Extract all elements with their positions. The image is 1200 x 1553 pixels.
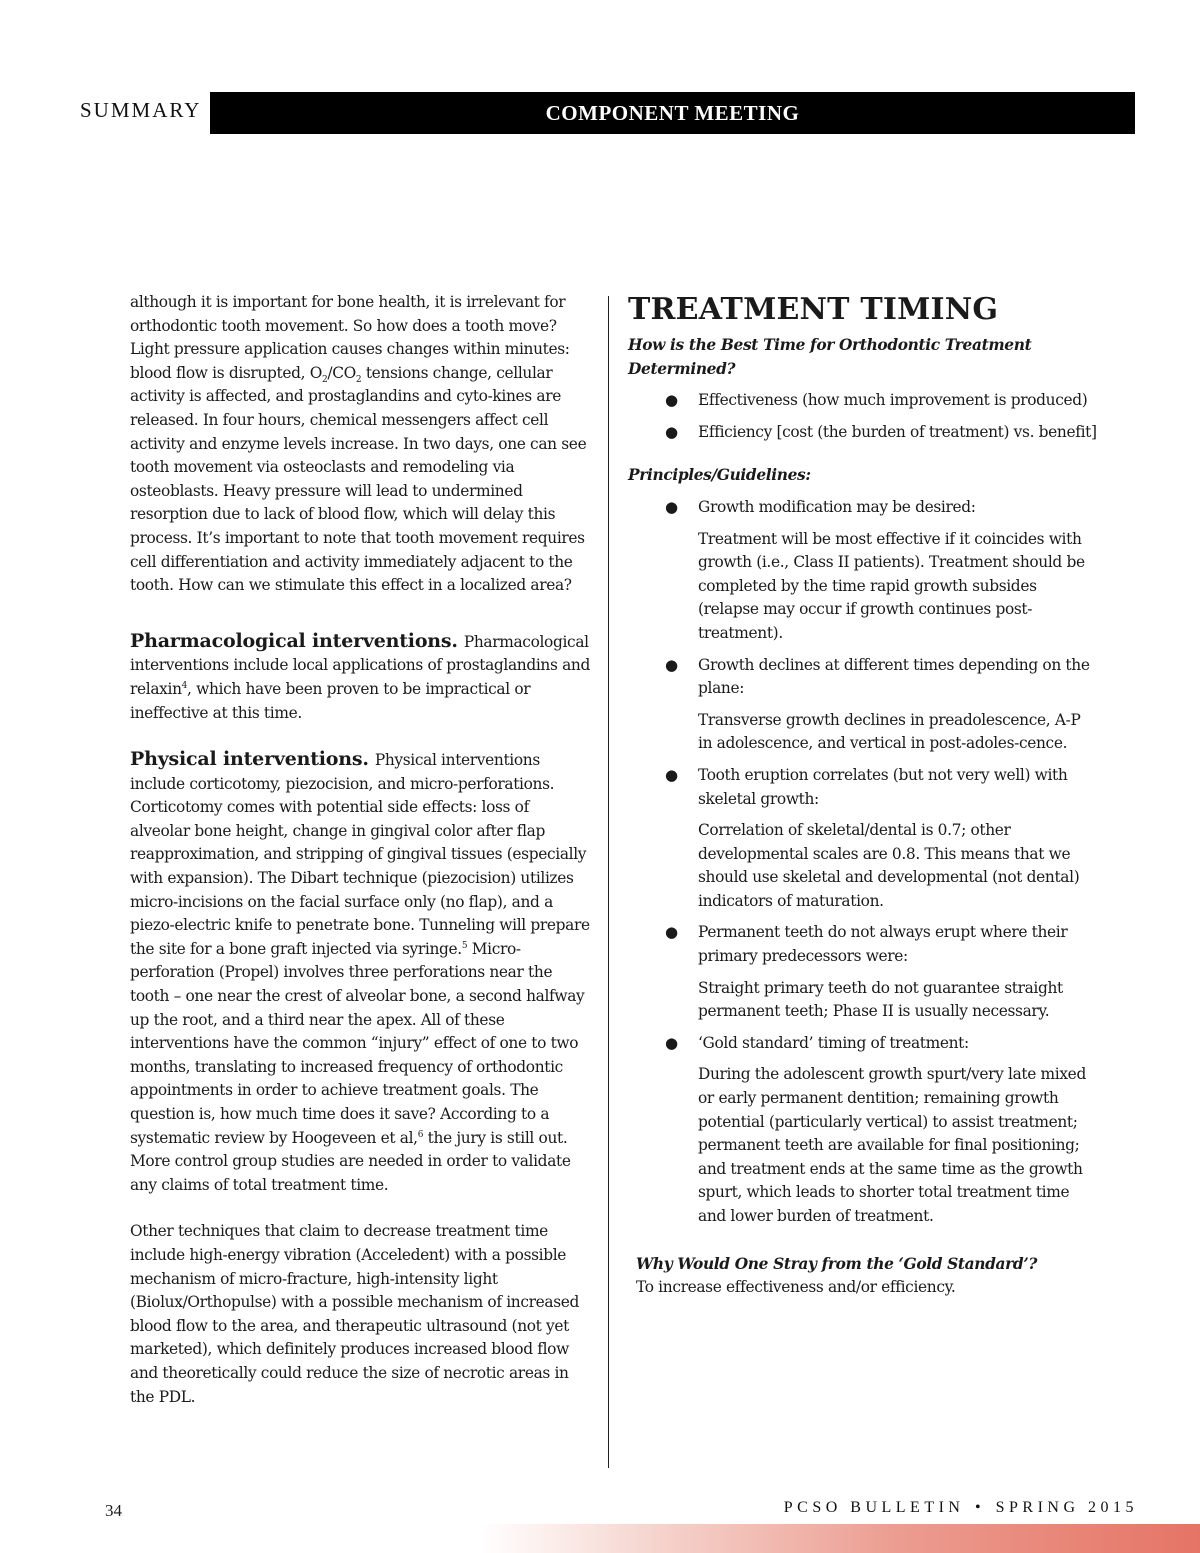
section-banner [210,92,1135,134]
list-item: ● Efficiency [cost (the burden of treatment) vs. benefit] [628,421,1098,445]
list-item-detail: Correlation of skeletal/dental is 0.7; other developmental scales are 0.8. This means that we should use skeletal and developmental (not dental) indicators of maturation. [698,821,1080,910]
bullet-icon: ● [665,655,678,674]
footer-gradient-stripe [0,1524,1200,1553]
principles-heading: Principles/Guidelines: [628,466,811,485]
bullet-icon: ● [665,391,678,410]
section-label: SUMMARY [80,98,202,122]
list-item-detail: Treatment will be most effective if it coincides with growth (i.e., Class II patients). Treatment should be completed by the time rapid growth subsides (relapse may occur if growth continues post-treatment). [698,529,1085,642]
list-item: ● ‘Gold standard’ timing of treatment: [628,1032,1098,1056]
physical-heading: Physical interventions. [130,748,369,771]
intro-paragraph: although it is important for bone health, it is irrelevant for orthodontic tooth movement. So how does a tooth move? Light pressure application causes changes within minutes: blood flow is disrupted, $O_2/CO_2$ tensions change, cellular activity is affected, and prostaglandins and cyto-kines are released. In four hours, chemical messengers affect cell activity and enzyme levels increase. In two days, one can see tooth movement via osteoclasts and remodeling via osteoblasts. Heavy pressure will lead to undermined resorption due to lack of blood flow, which will delay this process. It’s important to note that tooth movement requires cell differentiation and activity immediately adjacent to the tooth. How can we stimulate this effect in a localized area? [130,293,587,595]
section-title: TREATMENT TIMING [628,292,999,327]
list-item: ● Growth declines at different times depending on the plane: [665,655,1090,698]
column-divider [608,296,609,1468]
bullet-icon: ● [665,765,678,784]
why-question: Why Would One Stray from the ‘Gold Standard’? [636,1254,1038,1273]
list-item-detail: During the adolescent growth spurt/very late mixed or early permanent dentition; remaining growth potential (particularly vertical) to assist treatment; permanent teeth are available for final positioning; and treatment ends at the same time as the growth spurt, which leads to shorter total treatment time and lower burden of treatment. [698,1065,1086,1225]
page-number: 34 [105,1501,122,1520]
physical-paragraph: Physical interventions. Physical interventions include corticotomy, piezocision, and micro-perforations. Corticotomy comes with potential side effects: loss of alveolar bone height, change in gingival color after flap reapproximation, and stripping of gingival tissues (especially with expansion). The Dibart technique (piezocision) utilizes micro-incisions on the facial surface only (no flap), and a piezo-electric knife to penetrate bone. Tunneling will prepare the site for a bone graft injected via syringe.$^5$ Micro-perforation (Propel) involves three perforations near the tooth – one near the crest of alveolar bone, a second halfway up the root, and a third near the apex. All of these interventions have the common “injury” effect of one to two months, translating to increased frequency of orthodontic appointments in order to achieve treatment goals. The question is, how much time does it save? According to a systematic review by Hoogeveen et al,$^6$ the jury is still out. More control group studies are needed in order to validate any claims of total treatment time. [130,748,590,1194]
other-techniques-paragraph: Other techniques that claim to decrease treatment time include high-energy vibration (Acceledent) with a possible mechanism of micro-fracture, high-intensity light (Biolux/Orthopulse) with a possible mechanism of increased blood flow to the area, and therapeutic ultrasound (not yet marketed), which definitely produces increased blood flow and theoretically could reduce the size of necrotic areas in the PDL. [130,1222,580,1406]
bullet-icon: ● [665,923,678,942]
list-item-detail: Transverse growth declines in preadolescence, A-P in adolescence, and vertical in post-adoles-cence. [698,710,1081,753]
bullet-icon: ● [665,1033,678,1052]
pharmacological-heading: Pharmacological interventions. [130,629,458,652]
pharmacological-paragraph: Pharmacological interventions. Pharmacological interventions include local applications of prostaglandins and relaxin$^4$, which have been proven to be impractical or ineffective at this time. [130,629,590,722]
publication-footer: PCSO BULLETIN • SPRING 2015 [783,1499,1138,1516]
bullet-icon: ● [665,422,678,441]
list-item: ● Effectiveness (how much improvement is produced) [628,389,1098,413]
list-item: ● Permanent teeth do not always erupt where their primary predecessors were: [665,923,1068,966]
list-item: ● Tooth eruption correlates (but not very well) with skeletal growth: [665,765,1068,808]
left-column [130,291,592,1409]
list-item-detail: Straight primary teeth do not guarantee straight permanent teeth; Phase II is usually necessary. [698,978,1063,1021]
why-answer: To increase effectiveness and/or efficiency. [636,1278,956,1297]
right-column [628,288,1098,1300]
bullet-icon: ● [665,497,678,516]
question-heading: How is the Best Time for Orthodontic Treatment Determined? [628,336,1032,378]
list-item: ● Growth modification may be desired: [628,496,1098,520]
banner-title: COMPONENT MEETING [545,100,800,125]
